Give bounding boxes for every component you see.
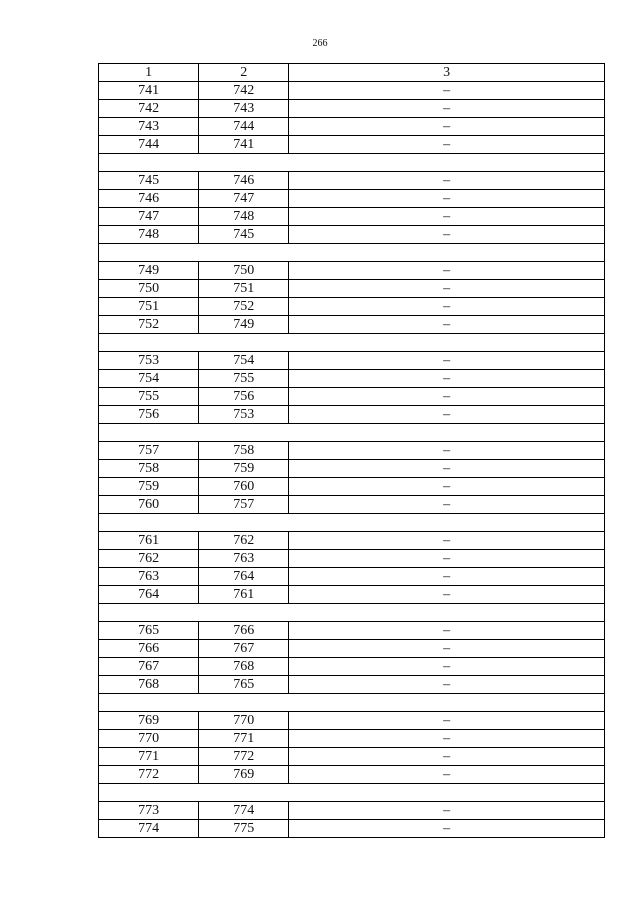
table-row xyxy=(99,172,605,190)
table-cell-col1: 754 xyxy=(99,370,199,388)
group-separator-cell xyxy=(99,334,605,352)
table-cell-col3: – xyxy=(289,658,605,676)
table-cell-col2: 757 xyxy=(199,496,289,514)
table-cell-col1: 744 xyxy=(99,136,199,154)
table-row xyxy=(99,352,605,370)
table-cell-col1: 764 xyxy=(99,586,199,604)
table-cell-col3: – xyxy=(289,712,605,730)
table-cell-col2: 750 xyxy=(199,262,289,280)
table-row xyxy=(99,262,605,280)
table-cell-col3: – xyxy=(289,460,605,478)
table-cell-col3: – xyxy=(289,730,605,748)
table-cell-col2: 775 xyxy=(199,820,289,838)
table-cell-col2: 753 xyxy=(199,406,289,424)
page-number: 266 xyxy=(312,38,328,49)
table-cell-col1: 747 xyxy=(99,208,199,226)
table-row xyxy=(99,298,605,316)
table-row xyxy=(99,748,605,766)
table-row xyxy=(99,820,605,838)
table-row xyxy=(99,532,605,550)
table-row xyxy=(99,712,605,730)
table-cell-col2: 768 xyxy=(199,658,289,676)
table-cell-col3: – xyxy=(289,226,605,244)
table-cell-col3: – xyxy=(289,190,605,208)
data-table xyxy=(98,63,605,838)
table-cell-col2: 746 xyxy=(199,172,289,190)
table-cell-col1: 759 xyxy=(99,478,199,496)
table-cell-col1: 760 xyxy=(99,496,199,514)
group-separator-cell xyxy=(99,154,605,172)
table-cell-col2: 770 xyxy=(199,712,289,730)
table-row xyxy=(99,280,605,298)
table-row xyxy=(99,730,605,748)
table-cell-col3: – xyxy=(289,208,605,226)
table-row xyxy=(99,316,605,334)
table-cell-col1: 769 xyxy=(99,712,199,730)
table-cell-col3: – xyxy=(289,586,605,604)
table-cell-col3: – xyxy=(289,280,605,298)
table-cell-col2: 769 xyxy=(199,766,289,784)
table-cell-col3: – xyxy=(289,748,605,766)
table-cell-col3: – xyxy=(289,802,605,820)
table-row xyxy=(99,478,605,496)
table-row xyxy=(99,442,605,460)
table-row xyxy=(99,208,605,226)
group-separator-cell xyxy=(99,424,605,442)
table-cell-col1: 741 xyxy=(99,82,199,100)
table-cell-col2: 752 xyxy=(199,298,289,316)
table-cell-col2: 755 xyxy=(199,370,289,388)
table-cell-col2: 742 xyxy=(199,82,289,100)
table-cell-col1: 761 xyxy=(99,532,199,550)
table-cell-col3: – xyxy=(289,172,605,190)
column-header-2: 2 xyxy=(199,64,289,82)
table-cell-col1: 751 xyxy=(99,298,199,316)
table-cell-col3: – xyxy=(289,478,605,496)
table-cell-col1: 742 xyxy=(99,100,199,118)
group-separator-row xyxy=(99,424,605,442)
table-row xyxy=(99,406,605,424)
table-cell-col1: 748 xyxy=(99,226,199,244)
group-separator-cell xyxy=(99,244,605,262)
group-separator-row xyxy=(99,604,605,622)
group-separator-cell xyxy=(99,514,605,532)
table-row xyxy=(99,190,605,208)
table-row xyxy=(99,226,605,244)
group-separator-row xyxy=(99,694,605,712)
table-body xyxy=(99,82,605,838)
group-separator-row xyxy=(99,154,605,172)
table-cell-col2: 766 xyxy=(199,622,289,640)
table-cell-col2: 756 xyxy=(199,388,289,406)
table-cell-col3: – xyxy=(289,262,605,280)
group-separator-cell xyxy=(99,784,605,802)
table-cell-col2: 763 xyxy=(199,550,289,568)
table-row xyxy=(99,370,605,388)
table-row xyxy=(99,640,605,658)
table-cell-col2: 748 xyxy=(199,208,289,226)
table-cell-col2: 774 xyxy=(199,802,289,820)
table-cell-col1: 755 xyxy=(99,388,199,406)
table-cell-col3: – xyxy=(289,406,605,424)
column-header-1: 1 xyxy=(99,64,199,82)
table-cell-col1: 745 xyxy=(99,172,199,190)
column-header-3: 3 xyxy=(289,64,605,82)
table-cell-col2: 743 xyxy=(199,100,289,118)
table-cell-col1: 765 xyxy=(99,622,199,640)
table-row xyxy=(99,658,605,676)
table-cell-col3: – xyxy=(289,298,605,316)
table-cell-col2: 765 xyxy=(199,676,289,694)
table-cell-col2: 767 xyxy=(199,640,289,658)
table-row xyxy=(99,676,605,694)
table-cell-col1: 762 xyxy=(99,550,199,568)
table-cell-col3: – xyxy=(289,766,605,784)
table-row xyxy=(99,460,605,478)
table-cell-col3: – xyxy=(289,82,605,100)
table-row xyxy=(99,100,605,118)
table-cell-col3: – xyxy=(289,118,605,136)
table-cell-col1: 773 xyxy=(99,802,199,820)
table-cell-col1: 771 xyxy=(99,748,199,766)
table-cell-col1: 753 xyxy=(99,352,199,370)
table-row xyxy=(99,82,605,100)
table-cell-col3: – xyxy=(289,532,605,550)
table-cell-col1: 752 xyxy=(99,316,199,334)
table-cell-col1: 774 xyxy=(99,820,199,838)
table-cell-col3: – xyxy=(289,316,605,334)
table-cell-col1: 766 xyxy=(99,640,199,658)
table-cell-col3: – xyxy=(289,100,605,118)
group-separator-cell xyxy=(99,694,605,712)
table-row xyxy=(99,388,605,406)
table-cell-col2: 751 xyxy=(199,280,289,298)
group-separator-cell xyxy=(99,604,605,622)
table-cell-col3: – xyxy=(289,496,605,514)
table-cell-col2: 741 xyxy=(199,136,289,154)
table-row xyxy=(99,586,605,604)
group-separator-row xyxy=(99,514,605,532)
table-cell-col2: 754 xyxy=(199,352,289,370)
group-separator-row xyxy=(99,244,605,262)
table-cell-col2: 761 xyxy=(199,586,289,604)
table-cell-col2: 764 xyxy=(199,568,289,586)
table-cell-col1: 756 xyxy=(99,406,199,424)
table-row xyxy=(99,568,605,586)
table-cell-col3: – xyxy=(289,136,605,154)
table-cell-col2: 772 xyxy=(199,748,289,766)
table-cell-col1: 763 xyxy=(99,568,199,586)
table-cell-col2: 758 xyxy=(199,442,289,460)
table-cell-col3: – xyxy=(289,388,605,406)
table-cell-col1: 767 xyxy=(99,658,199,676)
table-cell-col2: 749 xyxy=(199,316,289,334)
table-cell-col3: – xyxy=(289,820,605,838)
table-cell-col1: 750 xyxy=(99,280,199,298)
table-cell-col3: – xyxy=(289,676,605,694)
table-cell-col1: 746 xyxy=(99,190,199,208)
table-header-row xyxy=(99,64,605,82)
table-row xyxy=(99,622,605,640)
table-cell-col3: – xyxy=(289,442,605,460)
table-row xyxy=(99,802,605,820)
table-cell-col1: 743 xyxy=(99,118,199,136)
table-cell-col2: 760 xyxy=(199,478,289,496)
table-row xyxy=(99,550,605,568)
table-cell-col2: 771 xyxy=(199,730,289,748)
table-row xyxy=(99,136,605,154)
table-cell-col1: 757 xyxy=(99,442,199,460)
table-cell-col2: 744 xyxy=(199,118,289,136)
table-cell-col3: – xyxy=(289,640,605,658)
table-cell-col3: – xyxy=(289,352,605,370)
table-cell-col3: – xyxy=(289,370,605,388)
table-cell-col1: 770 xyxy=(99,730,199,748)
table-cell-col1: 768 xyxy=(99,676,199,694)
group-separator-row xyxy=(99,334,605,352)
table-cell-col3: – xyxy=(289,622,605,640)
table-cell-col2: 762 xyxy=(199,532,289,550)
table-cell-col1: 772 xyxy=(99,766,199,784)
table-row xyxy=(99,118,605,136)
table-cell-col2: 745 xyxy=(199,226,289,244)
table-cell-col3: – xyxy=(289,568,605,586)
table-cell-col2: 759 xyxy=(199,460,289,478)
table-cell-col1: 749 xyxy=(99,262,199,280)
table-row xyxy=(99,766,605,784)
table-cell-col1: 758 xyxy=(99,460,199,478)
table-cell-col3: – xyxy=(289,550,605,568)
group-separator-row xyxy=(99,784,605,802)
table-row xyxy=(99,496,605,514)
table-cell-col2: 747 xyxy=(199,190,289,208)
